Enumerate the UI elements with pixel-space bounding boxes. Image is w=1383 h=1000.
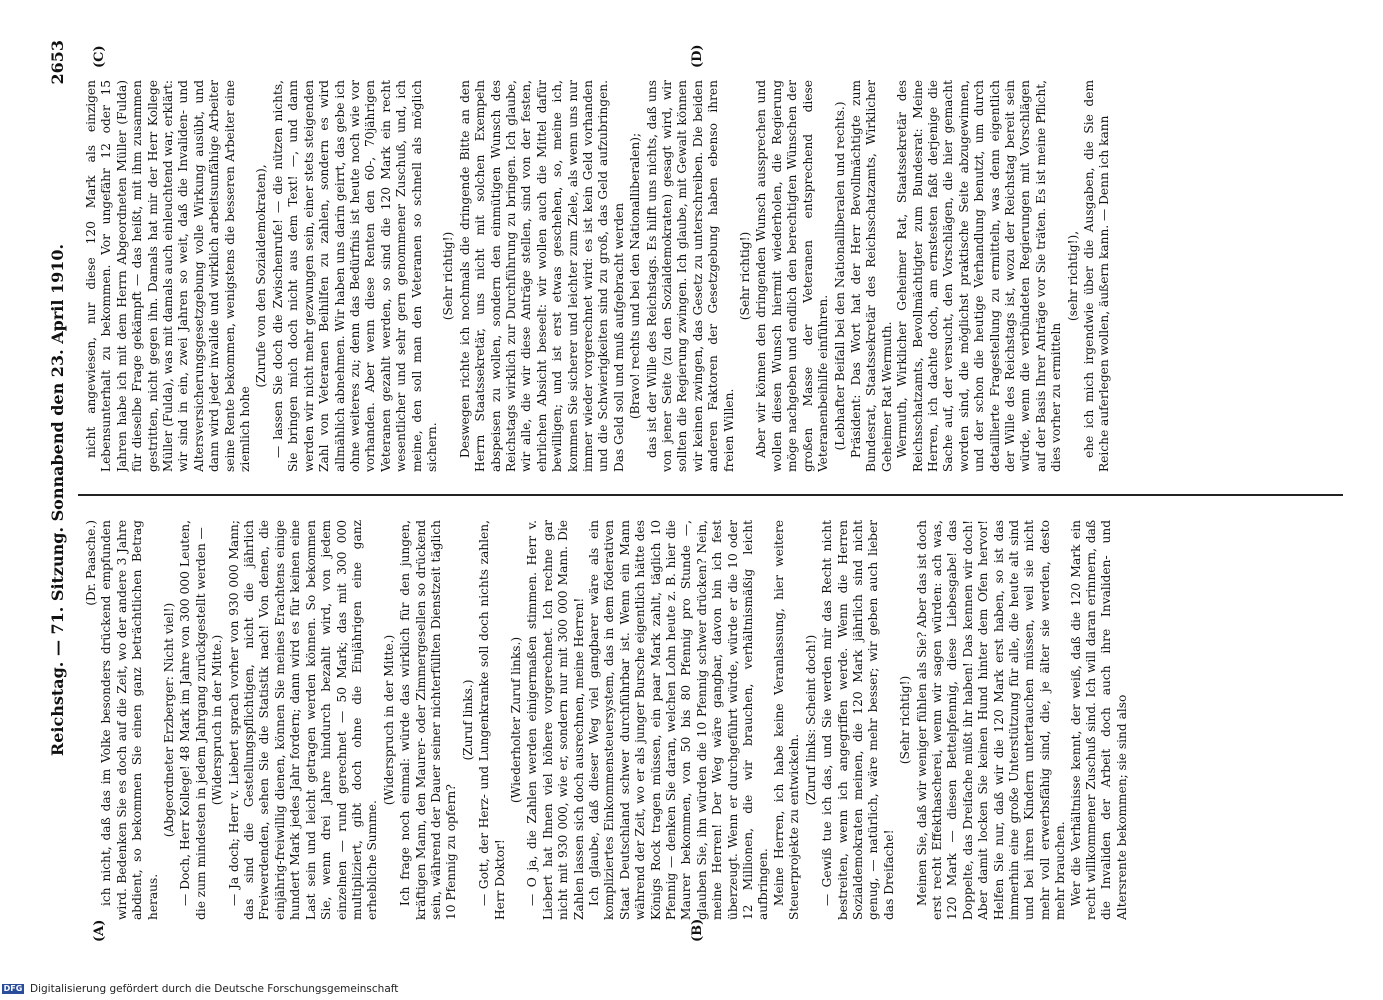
paragraph: nicht angewiesen, nur diese 120 Mark als einzigen Lebensunterhalt zu bekommen. Vor ungefähr 12 oder 15 Jahren habe ich mit dem Herrn Abgeordneten Müller (Fulda) für dieselbe Frage gekämpft — das heißt, mit ihm zusammen gestritten, nicht gegen ihn. Damals hat mir der Herr Kollege Müller (Fulda), was mit damals auch einleuchtend war, erklärt: wir sind in ein, zwei Jahren so weit, daß die Invaliden- und Altersversicherungsgesetzgebung volle Wirkung ausübt, und dann wird jeder invalide und wirklich arbeitsunfähige Arbeiter seine Rente bekommen, wenigstens die besseren Arbeiter eine ziemlich hohe (84, 80, 253, 472)
interjection: (sehr richtig!), (1065, 230, 1080, 322)
interjection: (Bravo! rechts und bei den Nationalliberalen); (628, 132, 643, 420)
paragraph: Meine Herren, ich habe keine Veranlassung, hier weitere Steuerprojekte zu entwickeln. (771, 520, 802, 920)
dfg-logo-icon: DFG (3, 984, 23, 993)
digitization-footer (0, 982, 1383, 996)
paragraph: — Gott, der Herz- und Lungenkranke soll doch nichts zahlen, Herr Doktor! (477, 520, 507, 920)
paragraph: Deswegen richte ich nochmals die dringende Bitte an den Herrn Staatssekretär, uns nicht mit solchen Exempeln abspeisen zu wollen, sondern den einmütigen Wunsch des Reichstags wirklich zur Durchführung zu bringen. Ich glaube, wir alle, die wir diese Anträge stellen, sind von der festen, ehrlichen Absicht beseelt: wir wollen auch die Mittel dafür bewilligen; und ist erst etwas geschehen, so, meine ich, kommen Sie sicherer und leichter zum Ziele, als wenn uns nur immer wieder vorgerechnet wird: es ist kein Geld vorhanden und die Schwierigkeiten sind zu groß, das Geld aufzubringen. Das Geld soll und muß aufgebracht werden (457, 80, 626, 472)
interjection: (Sehr richtig!) (738, 231, 753, 321)
interjection: (Widerspruch in der Mitte.) (381, 634, 396, 806)
left-text-column (84, 520, 1359, 920)
paragraph: ehe ich mich irgendwie über die Ausgaben, die Sie dem Reiche auferlegen wollen, äußern kann. — Denn ich kann (1082, 80, 1112, 472)
paragraph: Ich frage noch einmal: würde das wirklich für den jungen, kräftigen Mann, den Maurer- oder Zimmergesellen so drückend sein, während der Dauer seiner nichterfüllten Dienstzeit täglich 10 Pfennig zu opfern? (398, 520, 459, 920)
paragraph: Wer die Verhältnisse kennt, der weiß, daß die 120 Mark ein recht willkommener Zuschuß sind. Ich will daran erinnern, daß die Invaliden der Arbeit doch auch ihre Invaliden- und Altersrente bekommen; sie sind also (1068, 520, 1129, 920)
paragraph: — Doch, Herr Kollege! 48 Mark im Jahre von 300 000 Leuten, die zum mindesten in jedem Jahrgang zurückgestellt werden — (178, 520, 208, 920)
paragraph: Wermuth, Wirklicher Geheimer Rat, Staatssekretär des Reichsschatzamts, Bevollmächtigter zum Bundesrat: Meine Herren, ich dachte doch, am ernstesten faßt derjenige die Sache auf, der versucht, den Vorschlägen, die hier gemacht worden sind, die möglichst praktische Seite abzugewinnen, und der schon die heutige Verhandlung benutzt, um durch detaillierte Fragestellung zu ermitteln, was denn eigentlich der Wille des Reichstags ist, wozu der Reichstag bereit sein würde, wenn die verbündeten Regierungen mit Vorschlägen auf der Basis Ihrer Anträge vor Sie träten. Es ist meine Pflicht, dies vorher zu ermitteln (895, 80, 1064, 472)
paragraph: — Ja doch; Herr v. Liebert sprach vorher von 930 000 Mann; das sind die Gestellungspflichtigen, nicht die jährlich Freiwerdenden, sehen Sie die Statistik nach! Von denen, die einjährig-freiwillig dienen, können Sie meines Erachtens einige hundert Mark jedes Jahr fordern; dann wird es für keinen eine Last sein und leicht getragen werden können. So bekommen Sie, wenn drei Jahre hindurch bezahlt wird, von jedem einzelnen — rund gerechnet — 50 Mark; das mit 300 000 multipliziert, gibt doch ohne die Einjährigen eine ganz erhebliche Summe. (226, 520, 380, 920)
interjection: (Sehr richtig!) (898, 675, 913, 765)
interjection: (Abgeordneter Erzberger: Nicht viel!) (162, 602, 177, 838)
paragraph: Aber wir können den dringenden Wunsch aussprechen und wollen diesen Wunsch hiermit wiederholen, die Regierung möge nachgeben und endlich den berechtigten Wünschen der großen Masse der Veteranen entsprechend diese Veteranenbeihilfe einführen. (754, 80, 831, 472)
interjection: (Widerspruch in der Mitte.) (210, 634, 225, 806)
margin-marker-a: (A) (92, 919, 107, 942)
interjection: (Zuruf links: Scheint doch!) (803, 634, 818, 806)
digitization-credit: Digitalisierung gefördert durch die Deutsche Forschungsgemeinschaft (30, 983, 399, 995)
interjection: (Lebhafter Beifall bei den Nationalliberalen und rechts.) (832, 101, 847, 451)
paragraph: — Gewiß tue ich das, und Sie werden mir das Recht nicht bestreiten, wenn ich angegriffen werde. Wenn die Herren Sozialdemokraten meinen, die 120 Mark jährlich sind nicht genug, — natürlich, wäre mehr besser; wir geben auch lieber das Dreifache! (820, 520, 896, 920)
page-header (48, 40, 72, 960)
running-title: Reichstag. — 71. Sitzung. Sonnabend den 23. April 1910. (48, 243, 67, 757)
interjection: (Zuruf links.) (460, 679, 475, 761)
interjection: (Wiederholter Zuruf links.) (508, 636, 523, 804)
margin-marker-d: (D) (690, 44, 705, 68)
paragraph: — lassen Sie doch die Zwischenrufe! — die nützen nichts, Sie bringen mich doch nicht aus dem Text! —, und dann werden wir nicht mehr gezwungen sein, einer stets steigenden Zahl von Veteranen Beihilfen zu zahlen, sondern es wird allmählich abnehmen. Wir haben uns darin geirrt, das gebe ich ohne weiteres zu; denn das Bedürfnis ist heute noch wie vor vorhanden. Aber wenn diese Renten den 60-, 70jährigen Veteranen gezahlt werden, so sind die 120 Mark ein recht wesentlicher und sehr gern genommener Zuschuß, und, ich meine, den soll man den Veteranen so schnell als möglich sichern. (270, 80, 439, 472)
margin-marker-b: (B) (690, 918, 705, 942)
interjection: (Sehr richtig!) (441, 231, 456, 321)
paragraph: — O ja, die Zahlen werden einigermaßen stimmen. Herr v. Liebert hat Ihnen viel höhere vorgerechnet. Ich rechne gar nicht mit 930 000, wie er, sondern nur mit 300 000 Mann. Die Zahlen lassen sich doch ausrechnen, meine Herren! (525, 520, 586, 920)
interjection: (Zurufe von den Sozialdemokraten), (254, 164, 269, 388)
paragraph: Ich glaube, daß dieser Weg viel gangbarer wäre als ein kompliziertes Einkommensteuersystem, das in dem föderativen Staat Deutschland schwer durchführbar ist. Wenn ein Mann während der Zeit, wo er als junger Bursche eigentlich hätte des Königs Rock tragen müssen, ein paar Mark zahlt, täglich 10 Pfennig — denken Sie daran, welchen Lohn heute z. B. hier die Maurer bekommen, von 50 bis 80 Pfennig pro Stunde —, glauben Sie, ihn würden die 10 Pfennig schwer drücken? Nein, meine Herren! Der Weg wäre gangbar, davon bin ich fest überzeugt. Wenn er durchgeführt würde, würde er die 10 oder 12 Millionen, die wir brauchen, verhältnismäßig leicht aufbringen. (587, 520, 771, 920)
right-text-column (84, 80, 1359, 472)
paragraph: Meinen Sie, daß wir weniger fühlen als Sie? Aber das ist doch erst recht Effekthascherei, wenn wir sagen würden: ach was, 120 Mark — diesen Bettelpfennig, diese Liebesgabe! das Doppelte, das Dreifache müßt ihr haben! Das kennen wir doch! Aber damit locken Sie keinen Hund hinter dem Ofen hervor! Helfen Sie nur, daß wir die 120 Mark erst haben, so ist das immerhin eine große Unterstützung für alle, die heute alt sind und bei ihren Kindern untertauchen müssen, weil sie nicht mehr voll erwerbsfähig sind, die, je älter sie werden, desto mehr brauchen. (914, 520, 1068, 920)
page-number: 2653 (48, 40, 67, 85)
column-divider (78, 495, 1343, 497)
paragraph: ich nicht, daß das im Volke besonders drückend empfunden wird. Bedenken Sie es doch auf die Zeit, wo der andere 3 Jahre abdient, so bekommen Sie einen ganz beträchtlichen Betrag heraus. (99, 520, 160, 920)
paragraph: das ist der Wille des Reichstags. Es hilft uns nichts, daß uns von jener Seite (zu den Sozialdemokraten) gesagt wird, wir sollten die Regierung zwingen. Ich glaube, mit Gewalt können wir keinen zwingen, das Gesetz zu unterschreiben. Die beiden anderen Faktoren der Gesetzgebung haben ebenso ihren freien Willen. (644, 80, 736, 472)
speaker-tag: (Dr. Paasche.) (84, 520, 98, 606)
margin-marker-c: (C) (92, 45, 107, 68)
paragraph: Präsident: Das Wort hat der Herr Bevollmächtigte zum Bundesrat, Staatssekretär des Reichsschatzamts, Wirklicher Geheimer Rat Wermuth. (848, 80, 894, 472)
